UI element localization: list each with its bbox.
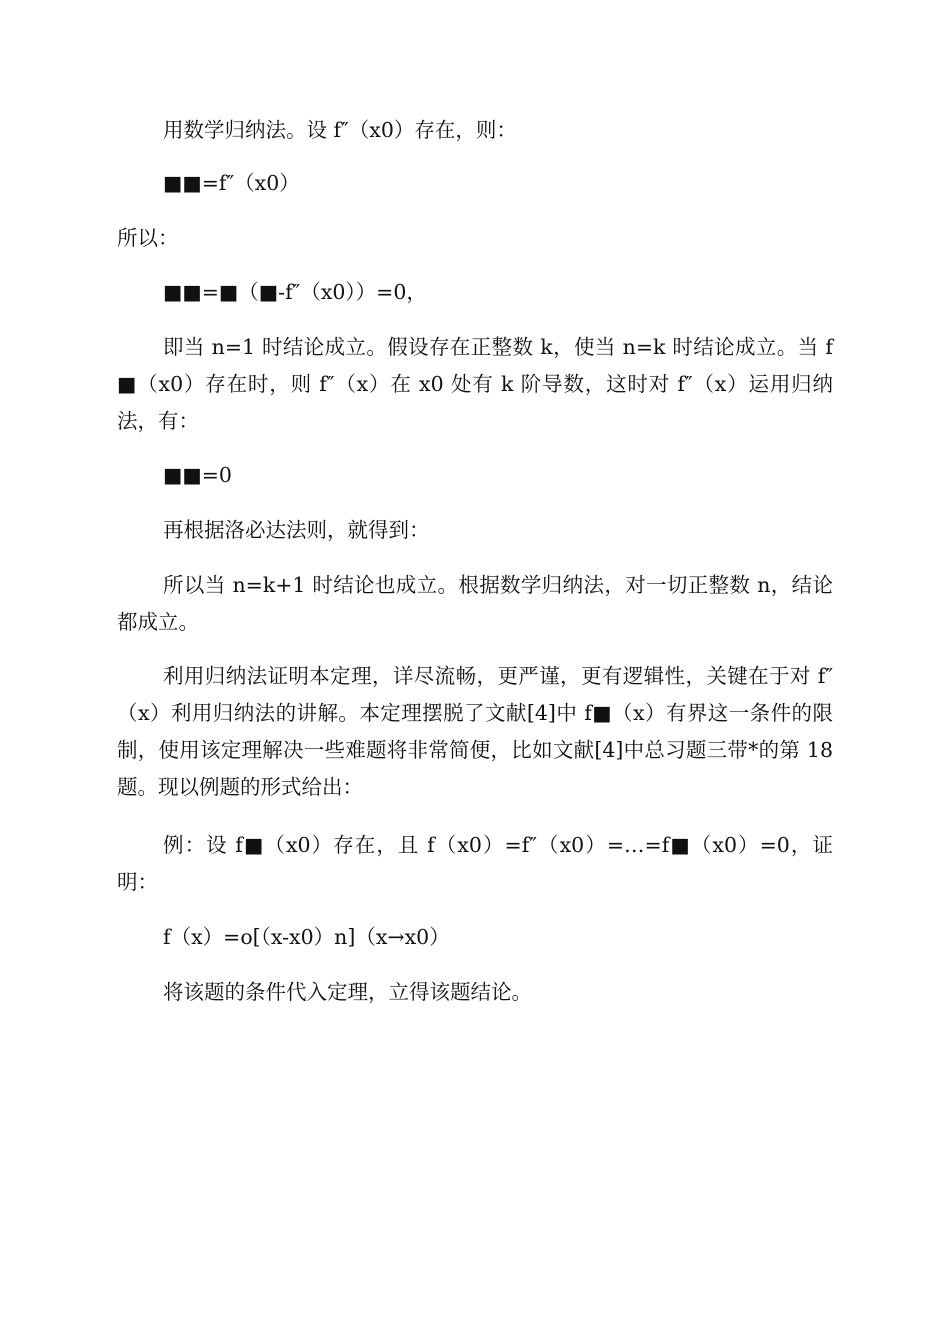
paragraph-commentary: 利用归纳法证明本定理，详尽流畅，更严谨，更有逻辑性，关键在于对 f″（x）利用归纳法的讲解。本定理摆脱了文献[4]中 f■（x）有界这一条件的限制，使用该定理解决一些难题将非常简便，比如文献[4]中总习题三带*的第 18 题。现以例题的形式给出： — [117, 664, 833, 799]
paragraph-therefore: 所以： — [117, 226, 179, 250]
paragraph-final: 将该题的条件代入定理，立得该题结论。 — [163, 980, 532, 1004]
formula-limit-3: ■■=0 — [163, 463, 232, 487]
formula-limit-2: ■■=■（■-f″（x0））=0， — [163, 280, 427, 304]
formula-limit-1: ■■=f″（x0） — [163, 171, 300, 195]
formula-example-result: f（x）=o[（x-x0）n]（x→x0） — [163, 925, 450, 949]
paragraph-example: 例：设 f■（x0）存在，且 f（x0）=f″（x0）=…=f■（x0）=0，证明： — [117, 833, 833, 894]
paragraph-induction-step: 即当 n=1 时结论成立。假设存在正整数 k，使当 n=k 时结论成立。当 f■（x0）存在时，则 f″（x）在 x0 处有 k 阶导数，这时对 f″（x）运用归纳法，有： — [117, 335, 833, 433]
paragraph-conclusion: 所以当 n=k+1 时结论也成立。根据数学归纳法，对一切正整数 n，结论都成立。 — [117, 573, 833, 634]
paragraph-lhopital: 再根据洛必达法则，就得到： — [163, 518, 430, 542]
paragraph-induction-intro: 用数学归纳法。设 f″（x0）存在，则： — [163, 118, 517, 142]
